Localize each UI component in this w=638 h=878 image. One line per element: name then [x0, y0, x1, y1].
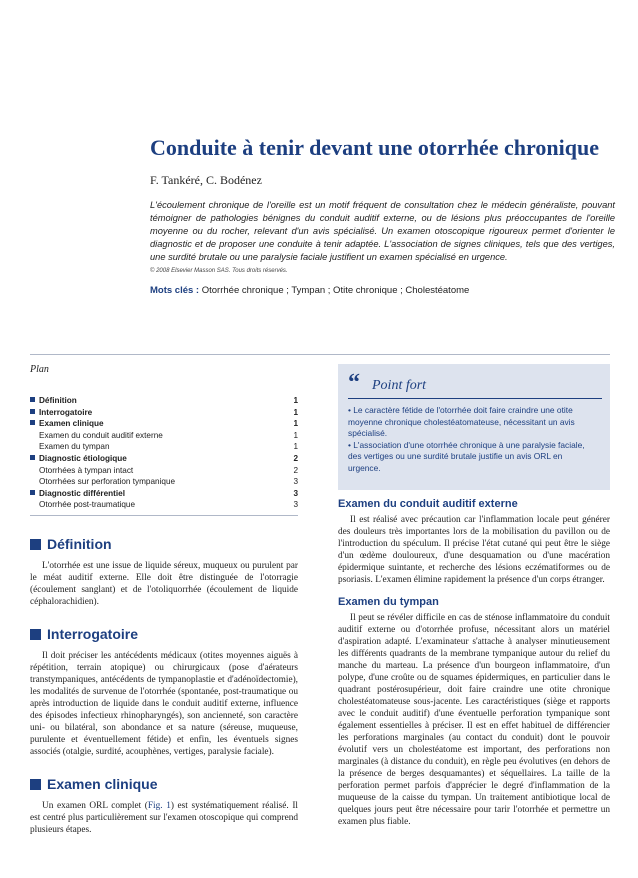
- paragraph-examen-clinique: Un examen ORL complet (Fig. 1) est systématiquement réalisé. Il est centré plus particulièrement sur l'examen otoscopique qui comprend plusieurs étapes.: [30, 801, 298, 835]
- heading-tympan: Examen du tympan: [338, 596, 439, 608]
- toc-entry-label: Examen du tympan: [39, 442, 110, 452]
- right-column: [338, 498, 610, 828]
- toc-entry-label: Examen clinique: [30, 418, 104, 430]
- toc-entry-label: Otorrhées sur perforation tympanique: [39, 477, 176, 487]
- plan-title: Plan: [30, 364, 49, 375]
- toc-entry-label: Diagnostic différentiel: [30, 488, 125, 500]
- toc-entry[interactable]: [30, 453, 298, 465]
- toc-entry[interactable]: [30, 488, 298, 500]
- toc-entry-page: 1: [293, 430, 298, 440]
- toc-entry-label: Diagnostic étiologique: [30, 453, 127, 465]
- article-header: [150, 135, 615, 296]
- point-fort-title: Point fort: [372, 378, 427, 393]
- table-of-contents: [30, 364, 298, 516]
- paragraph-interrogatoire: Il doit préciser les antécédents médicaux (otites moyennes aiguës à répétition, terrain atopique) ou chirurgicaux (pose d'aérateurs transtympaniques, antécédents de tympanoplastie et d'adénoïdectomie), les modalités de survenue de l'otorrhée (spontanée, post-traumatique ou après introduction de liquide dans le conduit auditif externe, influence des épisodes infectieux rhinopharyngés), son ancienneté, son caractère uni- ou bilatéral, son abondance et sa nature (séreuse, muqueuse, purulente et éventuellement fétide) et enfin, les éventuels signes associés (otalgie, surdité, acouphènes, vertiges, paralysie faciale).: [30, 651, 298, 757]
- section-divider: [30, 354, 610, 355]
- section-square-icon: [30, 779, 41, 790]
- section-square-icon: [30, 629, 41, 640]
- section-square-icon: [30, 539, 41, 550]
- toc-entry-page: 1: [293, 442, 298, 452]
- abstract: L'écoulement chronique de l'oreille est un motif fréquent de consultation chez le médecin généraliste, pouvant témoigner de pathologies bénignes du conduit auditif externe, ou de lésions plus préoccupantes de l'oreille moyenne ou du rocher, relevant d'un avis spécialisé. Un examen otoscopique rigoureux permet d'orienter le diagnostic et de proposer une conduite à tenir adaptée. L'association de signes cliniques, tels que des vertiges, une surdité brutale ou une paralysie faciale justifient un examen spécialisé en urgence.: [150, 200, 615, 263]
- toc-entry-page: 3: [293, 477, 298, 487]
- heading-definition: Définition: [30, 536, 298, 552]
- toc-entry-page: 2: [293, 465, 298, 475]
- plan-bottom-rule: [30, 515, 298, 516]
- keywords: [150, 285, 615, 296]
- article-title: Conduite à tenir devant une otorrhée chronique: [150, 135, 599, 160]
- authors: F. Tankéré, C. Bodénez: [150, 173, 262, 187]
- toc-entry-label: Interrogatoire: [30, 407, 92, 419]
- keywords-label: Mots clés :: [150, 285, 200, 297]
- paragraph-tympan: Il peut se révéler difficile en cas de sténose inflammatoire du conduit auditif externe ou d'otorrhée profuse, nécessitant alors un matériel d'aspiration adapté. L'examinateur s'attache à analyser minutieusement les différents quadrants de la membrane tympanique autour du relief du manche du marteau. La présence d'un bourgeon inflammatoire, d'un polype, d'une croûte ou de squames épidermiques, en particulier dans le quadrant postérosupérieur, doit faire craindre une otite chronique cholestéatomateuse sous-jacente. Les caractéristiques (siège et rapports avec le conduit auditif) d'une éventuelle perforation tympanique sont également essentielles à préciser. Il est en effet habituel de différencier les perforations marginales (au contact du conduit) dont le pouvoir évolutif vers un cholestéatome est important, des perforations non marginales (à distance du conduit), en règle peu évolutives (en dehors de la présence de berges desquamantes) et séquellaires. La taille de la perforation permet parfois d'apprécier le degré d'inflammation de la muqueuse de la caisse du tympan. Un traitement antibiotique local de quelques jours peut être nécessaire pour tarir l'otorrhée et permettre un examen plus fiable.: [338, 613, 610, 827]
- toc-entry[interactable]: [30, 407, 298, 419]
- toc-entry-page: 1: [293, 407, 298, 417]
- heading-interrogatoire: Interrogatoire: [30, 626, 298, 642]
- toc-entry[interactable]: [30, 465, 298, 477]
- toc-entry-page: 1: [293, 419, 298, 429]
- point-fort-box: [338, 364, 610, 490]
- keywords-list: Otorrhée chronique ; Tympan ; Otite chronique ; Cholestéatome: [201, 285, 470, 297]
- toc-entry-label: Examen du conduit auditif externe: [39, 430, 163, 440]
- heading-conduit: Examen du conduit auditif externe: [338, 498, 518, 510]
- quote-icon: “: [348, 370, 360, 396]
- toc-entry[interactable]: [30, 499, 298, 511]
- toc-entry[interactable]: [30, 395, 298, 407]
- toc-entry-label: Otorrhées à tympan intact: [39, 465, 134, 475]
- toc-entry[interactable]: [30, 476, 298, 488]
- toc-entry[interactable]: [30, 418, 298, 430]
- figure-link[interactable]: Fig. 1: [147, 801, 171, 811]
- toc-entry[interactable]: [30, 441, 298, 453]
- heading-examen-clinique: Examen clinique: [30, 776, 298, 792]
- point-fort-item-1: • Le caractère fétide de l'otorrhée doit faire craindre une otite moyenne chronique cholestéatomateuse, nécessitant un avis spécialisé.: [348, 405, 575, 439]
- paragraph-conduit: Il est réalisé avec précaution car l'inflammation locale peut générer des douleurs très importantes lors de la mobilisation du pavillon ou de l'introduction du spéculum. Il précise l'état cutané qui peut être le siège d'un œdème douloureux, d'une desquamation ou d'une macération épidermique suintante, et recherche des lésions eczématiformes ou de psoriasis. L'examen élimine rapidement la présence d'un corps étranger.: [338, 515, 610, 585]
- toc-entry-label: Otorrhée post-traumatique: [39, 500, 136, 510]
- paragraph-definition: L'otorrhée est une issue de liquide séreux, muqueux ou purulent par le méat auditif externe. Elle doit être distinguée de l'otorragie (écoulement sanglant) et de l'otoliquorrhée (écoulement de liquide céphalorachidien).: [30, 561, 298, 607]
- toc-entry-page: 1: [293, 396, 298, 405]
- toc-entry[interactable]: [30, 430, 298, 442]
- point-fort-item-2: • L'association d'une otorrhée chronique à une paralysie faciale, des vertiges ou une surdité brutale justifie un avis ORL en urgence.: [348, 439, 585, 473]
- toc-entry-page: 3: [293, 488, 298, 498]
- toc-entry-page: 3: [293, 500, 298, 510]
- toc-entry-label: Définition: [30, 395, 77, 407]
- copyright: © 2008 Elsevier Masson SAS. Tous droits réservés.: [150, 268, 288, 275]
- left-column: [30, 536, 298, 836]
- toc-entry-page: 2: [293, 453, 298, 463]
